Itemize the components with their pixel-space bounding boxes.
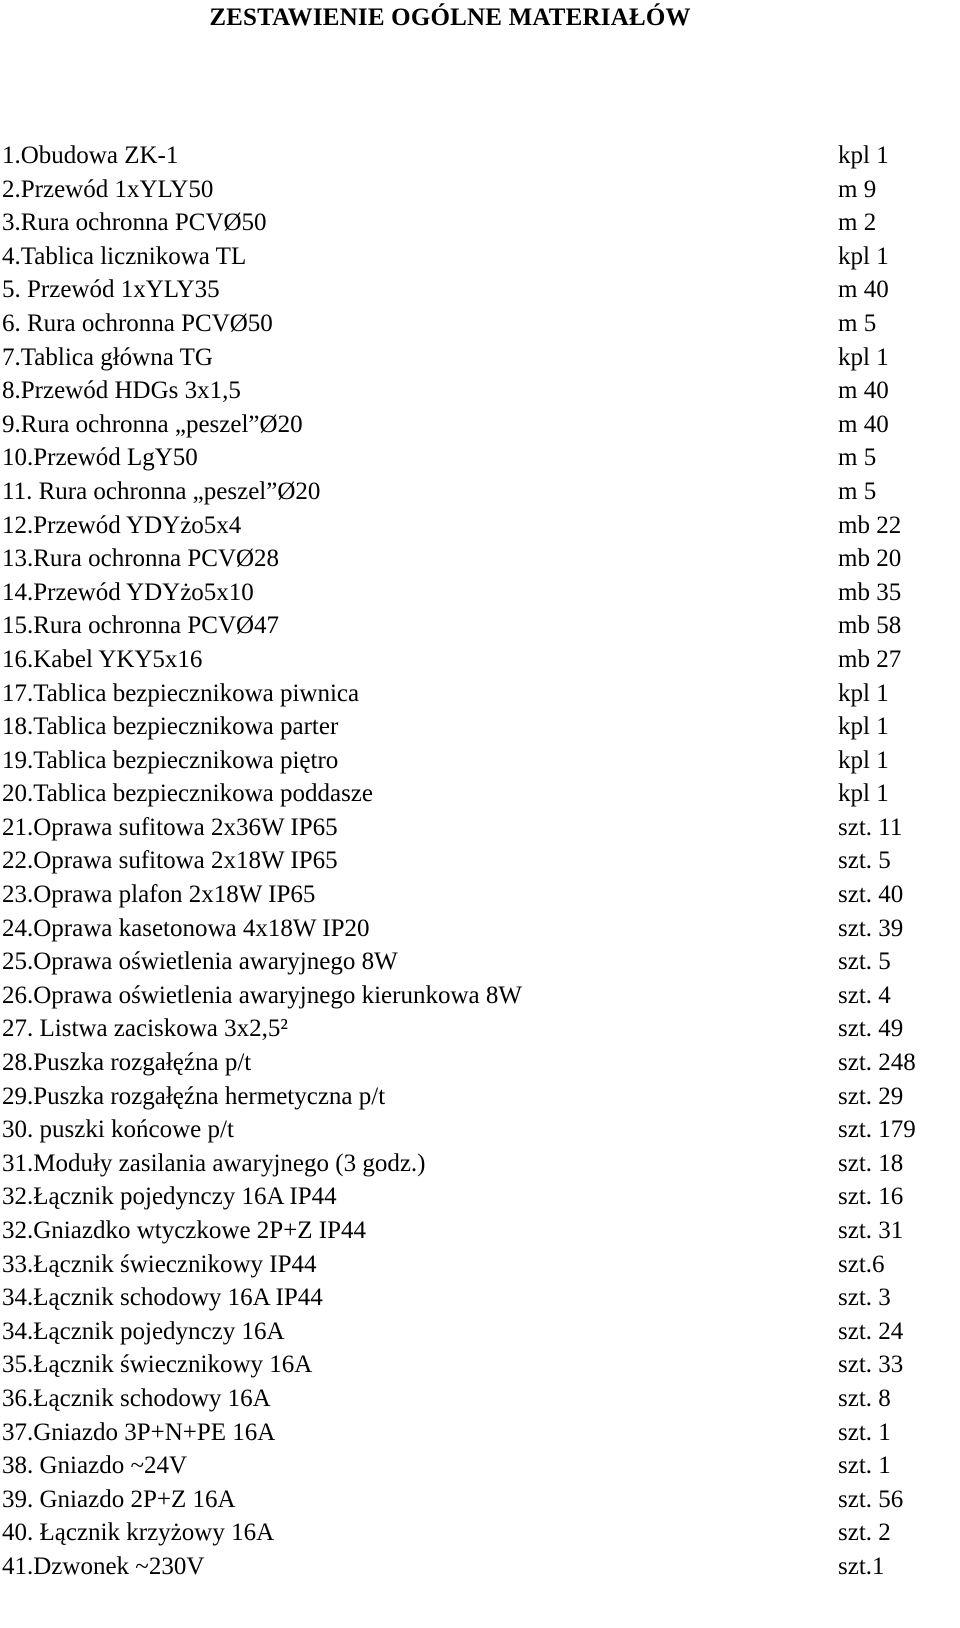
material-name: 37.Gniazdo 3P+N+PE 16A xyxy=(2,1418,276,1446)
material-quantity: szt. 2 xyxy=(838,1519,891,1547)
material-row xyxy=(0,273,960,307)
material-row xyxy=(0,844,960,878)
material-name: 11. Rura ochronna „peszel”Ø20 xyxy=(2,477,321,505)
material-quantity: szt. 16 xyxy=(838,1183,904,1211)
material-name: 24.Oprawa kasetonowa 4x18W IP20 xyxy=(2,914,370,942)
material-row xyxy=(0,811,960,845)
material-quantity: szt. 39 xyxy=(838,914,904,942)
material-row xyxy=(0,206,960,240)
materials-list xyxy=(0,139,960,1584)
material-name: 22.Oprawa sufitowa 2x18W IP65 xyxy=(2,847,338,875)
material-quantity: szt. 5 xyxy=(838,847,891,875)
material-row xyxy=(0,307,960,341)
material-name: 36.Łącznik schodowy 16A xyxy=(2,1384,271,1412)
material-quantity: szt. 33 xyxy=(838,1351,904,1379)
material-quantity: szt. 248 xyxy=(838,1049,916,1077)
material-quantity: szt.1 xyxy=(838,1552,885,1580)
material-name: 18.Tablica bezpiecznikowa parter xyxy=(2,713,339,741)
material-name: 34.Łącznik schodowy 16A IP44 xyxy=(2,1284,323,1312)
material-row xyxy=(0,1416,960,1450)
material-name: 3.Rura ochronna PCVØ50 xyxy=(2,209,267,237)
material-row xyxy=(0,173,960,207)
material-row xyxy=(0,1046,960,1080)
material-name: 10.Przewód LgY50 xyxy=(2,444,198,472)
material-quantity: m 2 xyxy=(838,209,877,237)
material-name: 7.Tablica główna TG xyxy=(2,343,213,371)
material-row xyxy=(0,1449,960,1483)
material-row xyxy=(0,374,960,408)
material-name: 39. Gniazdo 2P+Z 16A xyxy=(2,1485,236,1513)
material-name: 21.Oprawa sufitowa 2x36W IP65 xyxy=(2,813,338,841)
material-row xyxy=(0,1180,960,1214)
material-row xyxy=(0,1315,960,1349)
material-name: 35.Łącznik świecznikowy 16A xyxy=(2,1351,313,1379)
material-name: 9.Rura ochronna „peszel”Ø20 xyxy=(2,410,303,438)
material-row xyxy=(0,240,960,274)
material-quantity: mb 58 xyxy=(838,612,902,640)
material-quantity: m 5 xyxy=(838,477,877,505)
material-name: 19.Tablica bezpiecznikowa piętro xyxy=(2,746,339,774)
material-row xyxy=(0,1483,960,1517)
material-quantity: m 40 xyxy=(838,410,889,438)
material-quantity: szt. 49 xyxy=(838,1015,904,1043)
material-name: 20.Tablica bezpiecznikowa poddasze xyxy=(2,780,373,808)
material-quantity: szt. 40 xyxy=(838,881,904,909)
material-quantity: szt. 5 xyxy=(838,948,891,976)
material-quantity: kpl 1 xyxy=(838,142,889,169)
material-quantity: mb 35 xyxy=(838,578,902,606)
material-row xyxy=(0,945,960,979)
material-name: 27. Listwa zaciskowa 3x2,5² xyxy=(2,1015,288,1043)
material-quantity: kpl 1 xyxy=(838,679,889,707)
material-quantity: szt. 56 xyxy=(838,1485,904,1513)
material-quantity: szt. 1 xyxy=(838,1418,891,1446)
material-name: 5. Przewód 1xYLY35 xyxy=(2,276,220,304)
material-row xyxy=(0,441,960,475)
material-quantity: m 5 xyxy=(838,309,877,337)
material-row xyxy=(0,576,960,610)
material-name: 26.Oprawa oświetlenia awaryjnego kierunkowa 8W xyxy=(2,981,522,1009)
material-row xyxy=(0,1348,960,1382)
material-quantity: szt. 4 xyxy=(838,981,891,1009)
material-quantity: szt. 18 xyxy=(838,1149,904,1177)
material-quantity: szt. 1 xyxy=(838,1452,891,1480)
material-name: 29.Puszka rozgałęźna hermetyczna p/t xyxy=(2,1082,386,1110)
material-quantity: szt. 29 xyxy=(838,1082,904,1110)
material-row xyxy=(0,542,960,576)
material-quantity: kpl 1 xyxy=(838,780,889,808)
material-row xyxy=(0,509,960,543)
material-row xyxy=(0,710,960,744)
material-row xyxy=(0,139,960,173)
material-row xyxy=(0,609,960,643)
material-row xyxy=(0,777,960,811)
material-quantity: mb 20 xyxy=(838,545,902,573)
material-name: 30. puszki końcowe p/t xyxy=(2,1116,234,1144)
material-quantity: m 40 xyxy=(838,377,889,405)
material-quantity: szt. 179 xyxy=(838,1116,916,1144)
material-quantity: kpl 1 xyxy=(838,343,889,371)
material-quantity: mb 22 xyxy=(838,511,902,539)
material-name: 34.Łącznik pojedynczy 16A xyxy=(2,1317,285,1345)
material-row xyxy=(0,1080,960,1114)
material-name: 23.Oprawa plafon 2x18W IP65 xyxy=(2,881,316,909)
material-name: 8.Przewód HDGs 3x1,5 xyxy=(2,377,241,405)
material-row xyxy=(0,1248,960,1282)
material-name: 25.Oprawa oświetlenia awaryjnego 8W xyxy=(2,948,398,976)
material-name: 33.Łącznik świecznikowy IP44 xyxy=(2,1250,317,1278)
material-quantity: m 9 xyxy=(838,175,877,203)
material-quantity: m 40 xyxy=(838,276,889,304)
material-name: 32.Gniazdko wtyczkowe 2P+Z IP44 xyxy=(2,1217,367,1244)
material-row xyxy=(0,979,960,1013)
material-name: 28.Puszka rozgałęźna p/t xyxy=(2,1049,252,1077)
material-row xyxy=(0,1382,960,1416)
material-name: 14.Przewód YDYżo5x10 xyxy=(2,578,254,606)
material-row xyxy=(0,744,960,778)
material-row xyxy=(0,341,960,375)
material-name: 12.Przewód YDYżo5x4 xyxy=(2,511,242,539)
material-name: 32.Łącznik pojedynczy 16A IP44 xyxy=(2,1183,337,1211)
material-quantity: szt. 11 xyxy=(838,813,903,841)
material-quantity: kpl 1 xyxy=(838,242,889,270)
material-row xyxy=(0,475,960,509)
material-row xyxy=(0,1214,960,1248)
material-quantity: szt.6 xyxy=(838,1250,885,1278)
material-row xyxy=(0,1550,960,1584)
material-name: 2.Przewód 1xYLY50 xyxy=(2,175,214,203)
material-row xyxy=(0,1516,960,1550)
material-row xyxy=(0,643,960,677)
material-quantity: szt. 8 xyxy=(838,1384,891,1412)
material-quantity: mb 27 xyxy=(838,645,902,673)
material-quantity: kpl 1 xyxy=(838,713,889,741)
material-name: 4.Tablica licznikowa TL xyxy=(2,242,247,270)
material-quantity: szt. 31 xyxy=(838,1217,904,1244)
material-name: 15.Rura ochronna PCVØ47 xyxy=(2,612,280,640)
material-name: 41.Dzwonek ~230V xyxy=(2,1552,205,1580)
material-quantity: m 5 xyxy=(838,444,877,472)
material-row xyxy=(0,677,960,711)
material-name: 17.Tablica bezpiecznikowa piwnica xyxy=(2,679,360,707)
material-name: 40. Łącznik krzyżowy 16A xyxy=(2,1519,275,1547)
material-row xyxy=(0,1113,960,1147)
material-name: 13.Rura ochronna PCVØ28 xyxy=(2,545,280,573)
material-quantity: szt. 3 xyxy=(838,1284,891,1312)
material-row xyxy=(0,1012,960,1046)
material-name: 38. Gniazdo ~24V xyxy=(2,1452,188,1480)
material-quantity: szt. 24 xyxy=(838,1317,904,1345)
material-row xyxy=(0,408,960,442)
document-title: ZESTAWIENIE OGÓLNE MATERIAŁÓW xyxy=(209,4,691,31)
material-name: 6. Rura ochronna PCVØ50 xyxy=(2,309,273,337)
material-row xyxy=(0,878,960,912)
material-row xyxy=(0,1147,960,1181)
material-row xyxy=(0,1281,960,1315)
material-name: 1.Obudowa ZK-1 xyxy=(2,142,179,169)
material-row xyxy=(0,912,960,946)
material-name: 16.Kabel YKY5x16 xyxy=(2,645,203,673)
material-name: 31.Moduły zasilania awaryjnego (3 godz.) xyxy=(2,1149,426,1177)
material-quantity: kpl 1 xyxy=(838,746,889,774)
